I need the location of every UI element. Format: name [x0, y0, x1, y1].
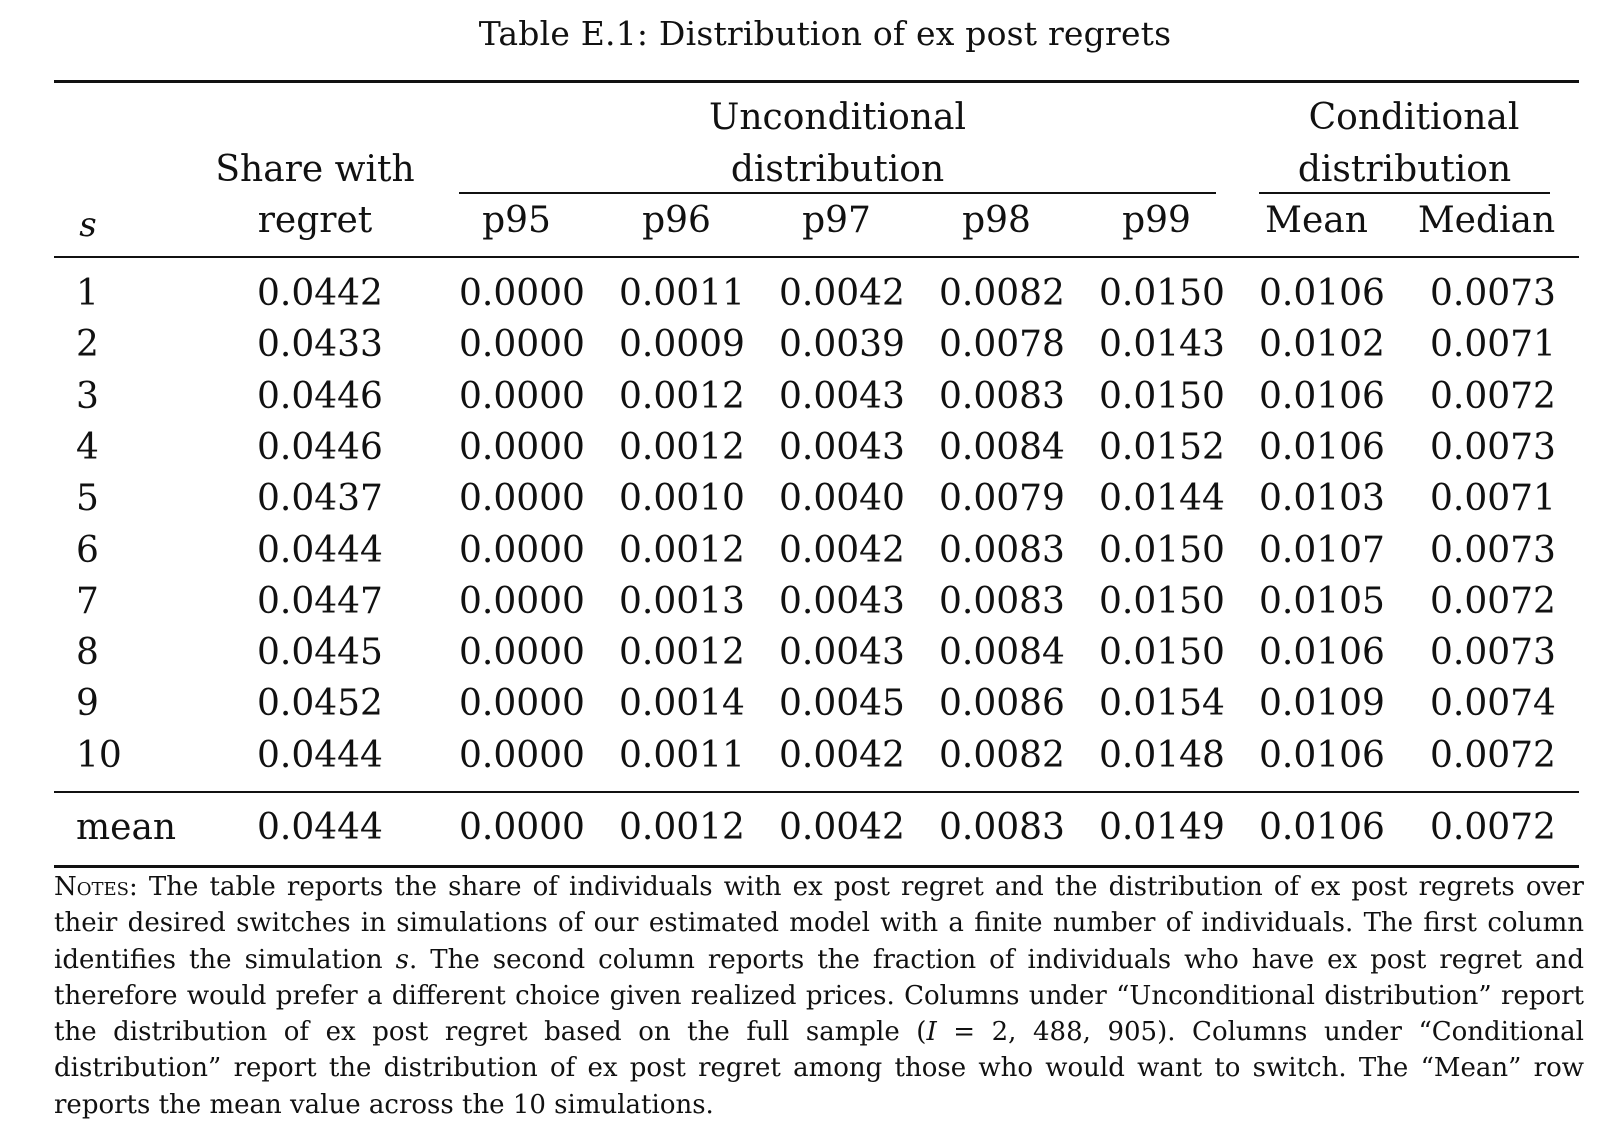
cell-p96: 0.0012 [619, 375, 745, 417]
cell-p99: 0.0154 [1099, 683, 1225, 725]
cell-p95: 0.0000 [459, 324, 585, 366]
header-share-line2: regret [257, 200, 373, 241]
cell-s: 2 [76, 324, 99, 366]
cell-s: 10 [76, 734, 122, 776]
unconditional-group-rule [459, 192, 1216, 194]
cell-median: 0.0073 [1430, 632, 1556, 674]
mean-cell-mean: 0.0106 [1259, 807, 1385, 848]
conditional-group-rule [1259, 192, 1550, 194]
cell-p96: 0.0010 [619, 478, 745, 520]
cell-mean: 0.0106 [1259, 632, 1385, 674]
cell-p99: 0.0150 [1099, 529, 1225, 571]
cell-p98: 0.0082 [939, 273, 1065, 314]
cell-p95: 0.0000 [459, 375, 585, 417]
cell-p99: 0.0144 [1099, 478, 1225, 520]
header-unconditional-line1: Unconditional [709, 97, 966, 138]
cell-p97: 0.0040 [779, 478, 905, 520]
cell-p95: 0.0000 [459, 632, 585, 674]
cell-median: 0.0073 [1430, 426, 1556, 468]
header-p97: p97 [802, 200, 871, 241]
cell-p98: 0.0078 [939, 324, 1065, 366]
cell-p95: 0.0000 [459, 478, 585, 520]
cell-p97: 0.0043 [779, 426, 905, 468]
header-share-line1: Share with [215, 149, 415, 190]
header-p96: p96 [642, 200, 711, 241]
mean-cell-p96: 0.0012 [619, 807, 745, 848]
table-notes [54, 869, 1584, 1123]
notes-text-1: The table reports the share of individuals with ex post regret and the distribution of ex post regrets over their desired switches in simulations of our estimated model with a finite number of individuals. The first column identifies the simulation [54, 872, 1584, 975]
header-median: Median [1417, 200, 1556, 241]
cell-median: 0.0072 [1430, 580, 1556, 622]
cell-p97: 0.0043 [779, 632, 905, 674]
cell-mean: 0.0102 [1259, 324, 1385, 366]
cell-s: 9 [76, 683, 99, 725]
notes-label: Notes: [54, 872, 138, 902]
header-conditional-line1: Conditional [1308, 97, 1520, 138]
cell-share: 0.0444 [257, 734, 383, 776]
cell-p98: 0.0083 [939, 580, 1065, 622]
cell-p96: 0.0009 [619, 324, 745, 366]
mean-cell-p98: 0.0083 [939, 807, 1065, 848]
cell-s: 3 [76, 375, 99, 417]
mean-separator-rule [54, 791, 1579, 793]
cell-share: 0.0452 [257, 683, 383, 725]
cell-s: 5 [76, 478, 99, 520]
cell-median: 0.0071 [1430, 324, 1556, 366]
cell-p96: 0.0012 [619, 632, 745, 674]
cell-p96: 0.0013 [619, 580, 745, 622]
cell-p99: 0.0143 [1099, 324, 1225, 366]
cell-p97: 0.0043 [779, 375, 905, 417]
cell-s: 8 [76, 632, 99, 674]
header-conditional-line2: distribution [1297, 149, 1512, 190]
notes-i-symbol: I [926, 1017, 937, 1048]
mean-cell-p97: 0.0042 [779, 807, 905, 848]
cell-p98: 0.0083 [939, 375, 1065, 417]
bottom-rule [54, 865, 1579, 868]
cell-median: 0.0071 [1430, 478, 1556, 520]
notes-text-3: = 2, 488, 905). Columns under “Conditional distribution” report the distribution of ex post regret among those who would want to switch. The “Mean” row reports the mean value across the 10 simulations. [54, 1017, 1584, 1120]
mean-cell-p95: 0.0000 [459, 807, 585, 848]
cell-s: 4 [76, 426, 99, 468]
header-p95: p95 [482, 200, 551, 241]
cell-median: 0.0073 [1430, 273, 1556, 314]
cell-p97: 0.0042 [779, 273, 905, 314]
cell-median: 0.0074 [1430, 683, 1556, 725]
cell-p98: 0.0084 [939, 632, 1065, 674]
header-mean: Mean [1265, 200, 1368, 241]
cell-mean: 0.0106 [1259, 273, 1385, 314]
mean-cell-p99: 0.0149 [1099, 807, 1225, 848]
cell-p99: 0.0152 [1099, 426, 1225, 468]
cell-p99: 0.0150 [1099, 375, 1225, 417]
cell-p95: 0.0000 [459, 273, 585, 314]
cell-median: 0.0073 [1430, 529, 1556, 571]
cell-mean: 0.0109 [1259, 683, 1385, 725]
cell-p95: 0.0000 [459, 529, 585, 571]
cell-median: 0.0072 [1430, 734, 1556, 776]
cell-p95: 0.0000 [459, 734, 585, 776]
cell-share: 0.0444 [257, 529, 383, 571]
cell-p96: 0.0012 [619, 529, 745, 571]
cell-p99: 0.0150 [1099, 273, 1225, 314]
cell-p97: 0.0042 [779, 734, 905, 776]
cell-share: 0.0446 [257, 426, 383, 468]
cell-share: 0.0437 [257, 478, 383, 520]
cell-mean: 0.0106 [1259, 426, 1385, 468]
cell-p98: 0.0079 [939, 478, 1065, 520]
cell-p98: 0.0086 [939, 683, 1065, 725]
cell-share: 0.0442 [257, 273, 383, 314]
cell-p97: 0.0042 [779, 529, 905, 571]
notes-text-2: . The second column reports the fraction of individuals who have ex post regret and therefore would prefer a different choice given realized prices. Columns under “Unconditional distribution” report the distribution of ex post regret based on the full sample ( [54, 944, 1584, 1048]
cell-median: 0.0072 [1430, 375, 1556, 417]
cell-p95: 0.0000 [459, 683, 585, 725]
table-caption: Table E.1: Distribution of ex post regrets [478, 14, 1172, 53]
cell-share: 0.0445 [257, 632, 383, 674]
cell-share: 0.0446 [257, 375, 383, 417]
cell-p95: 0.0000 [459, 426, 585, 468]
cell-s: 7 [76, 580, 99, 622]
mean-cell-s: mean [76, 807, 177, 848]
mean-cell-share: 0.0444 [257, 807, 383, 848]
header-p98: p98 [962, 200, 1031, 241]
cell-mean: 0.0105 [1259, 580, 1385, 622]
cell-share: 0.0433 [257, 324, 383, 366]
cell-mean: 0.0106 [1259, 734, 1385, 776]
cell-p96: 0.0014 [619, 683, 745, 725]
mean-cell-median: 0.0072 [1430, 807, 1556, 848]
cell-p98: 0.0082 [939, 734, 1065, 776]
cell-p98: 0.0083 [939, 529, 1065, 571]
cell-share: 0.0447 [257, 580, 383, 622]
cell-p99: 0.0150 [1099, 632, 1225, 674]
cell-p97: 0.0043 [779, 580, 905, 622]
cell-mean: 0.0103 [1259, 478, 1385, 520]
header-unconditional-line2: distribution [730, 149, 945, 190]
header-rule [54, 256, 1579, 258]
cell-p99: 0.0148 [1099, 734, 1225, 776]
notes-s-symbol: s [395, 944, 409, 975]
cell-p96: 0.0011 [619, 273, 745, 314]
cell-p96: 0.0012 [619, 426, 745, 468]
header-s: s [79, 205, 97, 245]
cell-p98: 0.0084 [939, 426, 1065, 468]
cell-p99: 0.0150 [1099, 580, 1225, 622]
cell-s: 6 [76, 529, 99, 571]
header-p99: p99 [1122, 200, 1191, 241]
cell-mean: 0.0106 [1259, 375, 1385, 417]
cell-s: 1 [76, 273, 99, 314]
cell-p95: 0.0000 [459, 580, 585, 622]
top-rule [54, 80, 1579, 83]
cell-mean: 0.0107 [1259, 529, 1385, 571]
cell-p97: 0.0039 [779, 324, 905, 366]
cell-p96: 0.0011 [619, 734, 745, 776]
cell-p97: 0.0045 [779, 683, 905, 725]
